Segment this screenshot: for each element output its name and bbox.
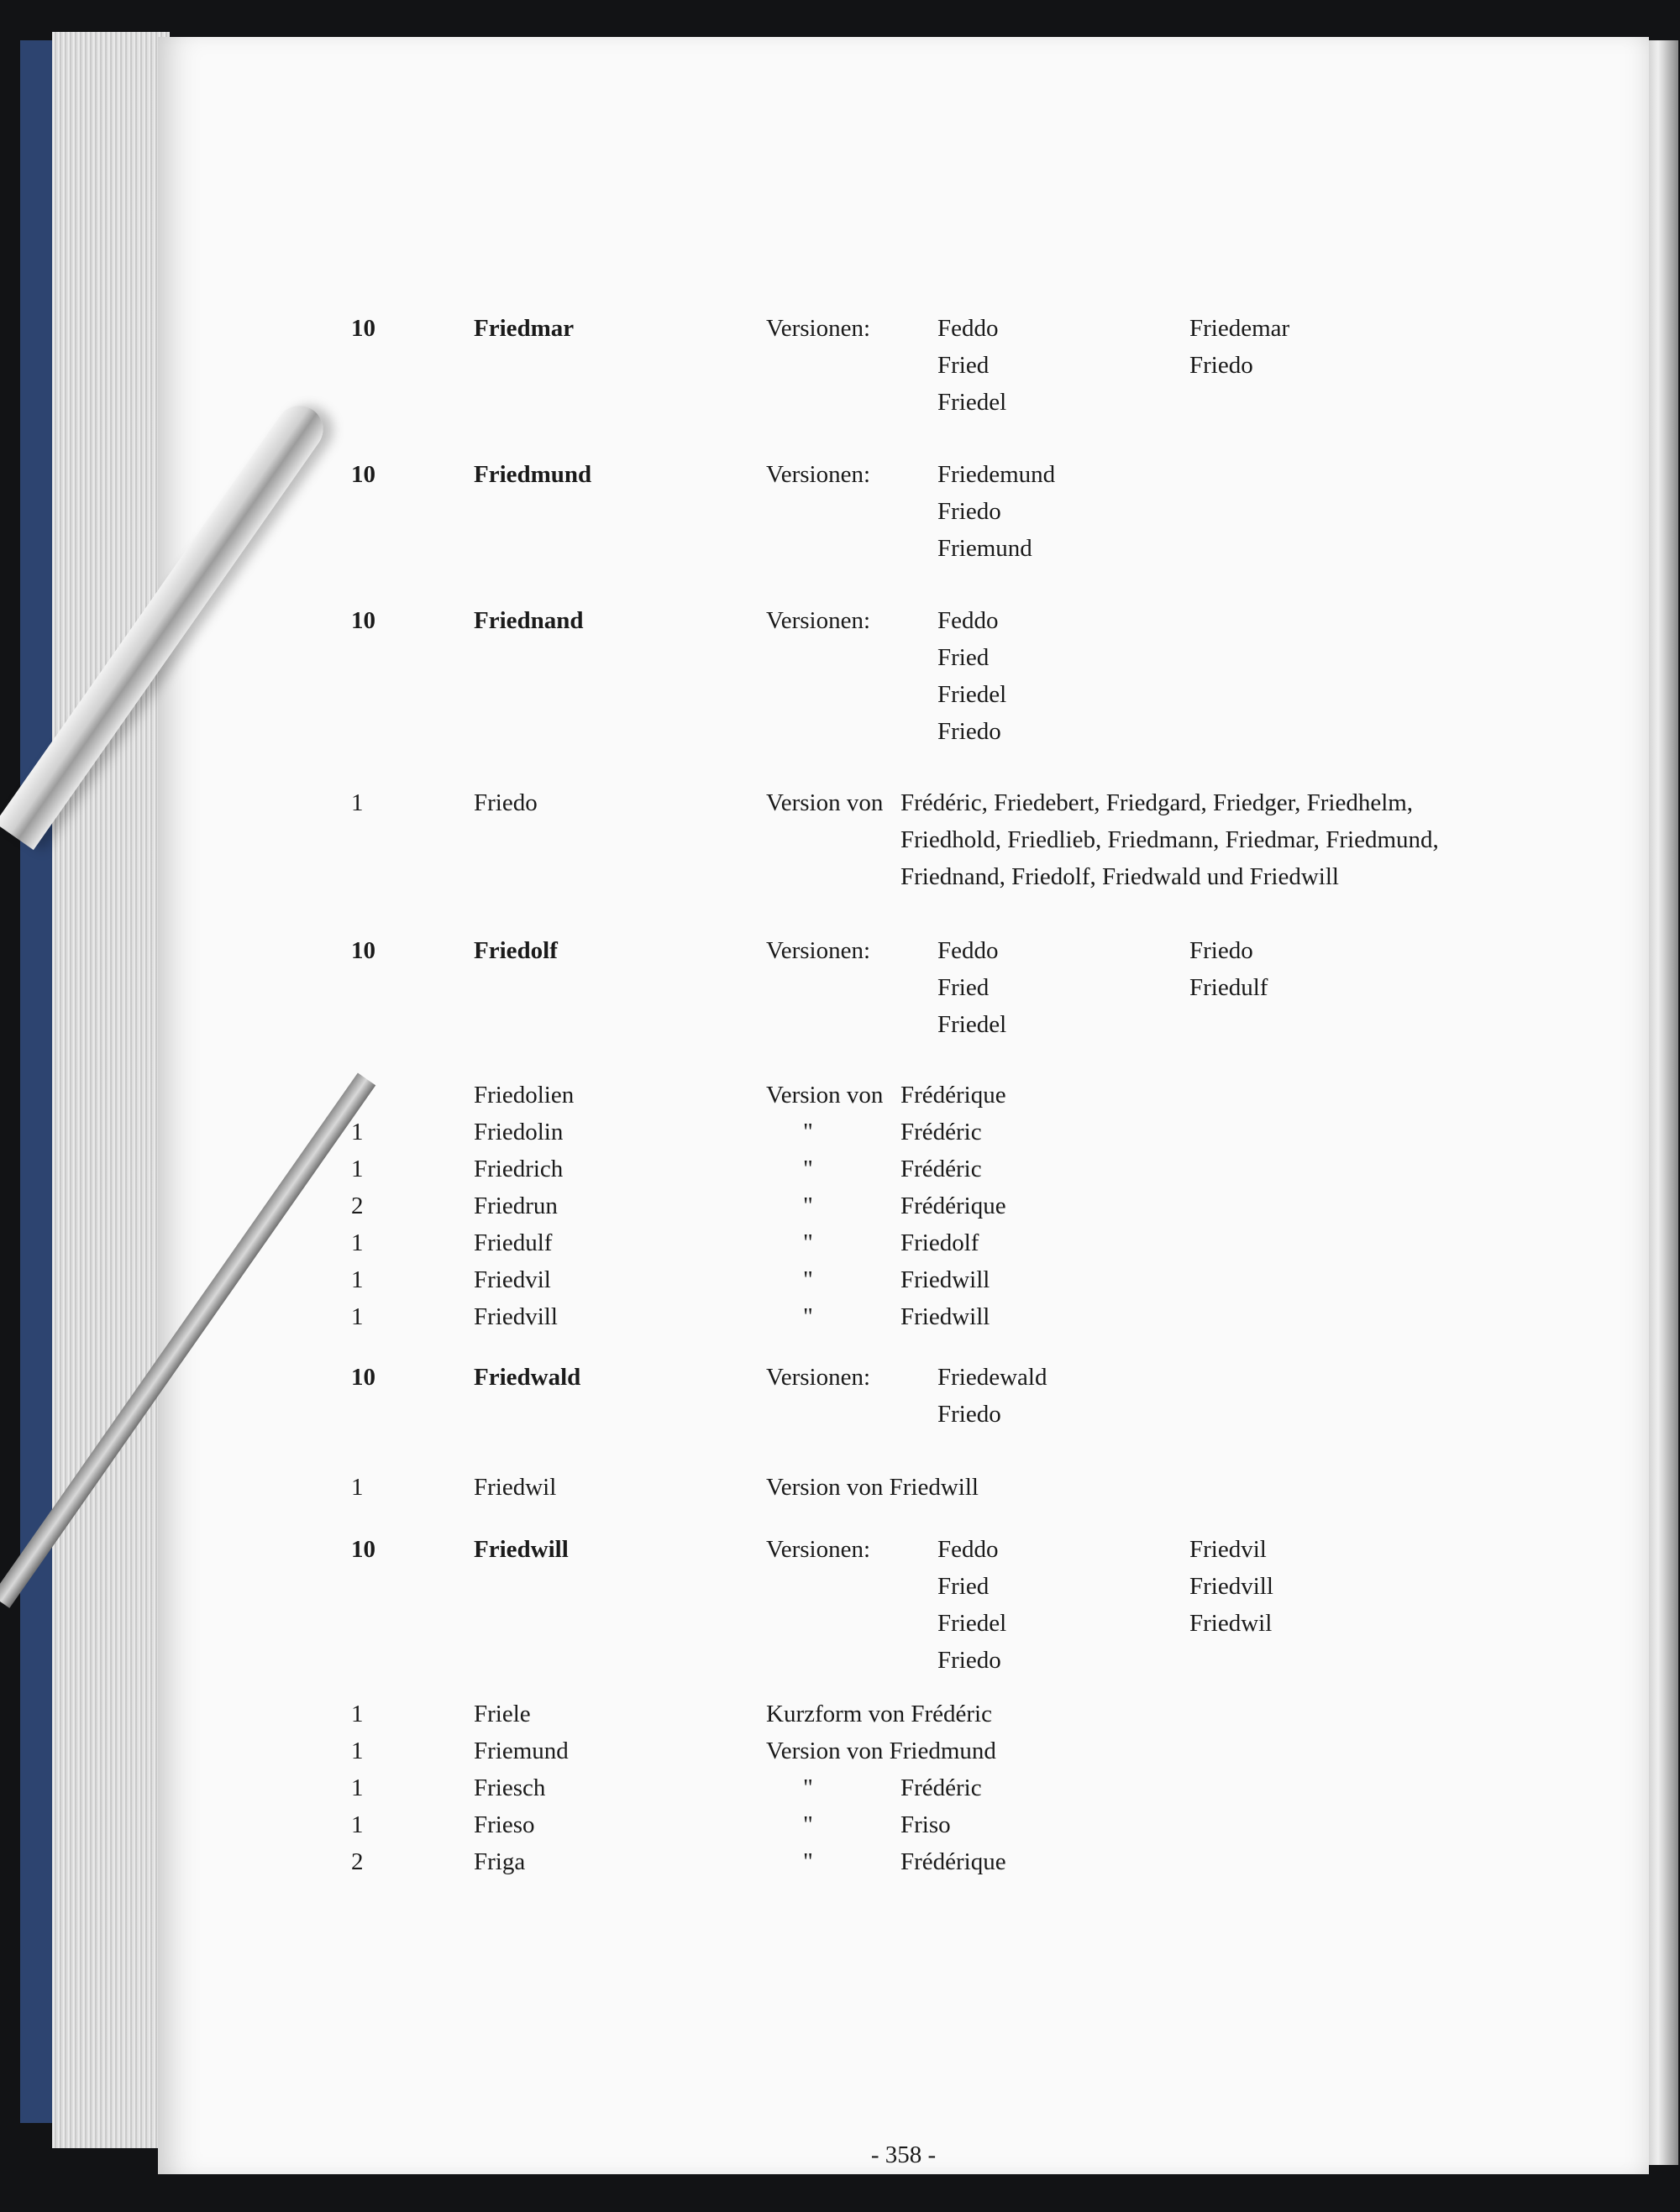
version-name: Fried bbox=[937, 644, 990, 671]
entry-name: Friedwald bbox=[474, 1364, 581, 1391]
version-name: Friedvill bbox=[1189, 1573, 1273, 1600]
entry-name: Friedo bbox=[474, 789, 538, 816]
entry-count: 1 bbox=[351, 1229, 364, 1256]
entry-reference: Frédéric bbox=[900, 1156, 982, 1182]
entry-name: Friesch bbox=[474, 1774, 546, 1801]
version-name: Friedo bbox=[937, 498, 1001, 525]
entry-count: 1 bbox=[351, 1156, 364, 1182]
book-page bbox=[158, 37, 1649, 2174]
entry-count: 1 bbox=[351, 1474, 364, 1501]
entry-label: Version von bbox=[766, 789, 884, 816]
version-name: Fried bbox=[937, 974, 990, 1001]
version-name: Friedo bbox=[1189, 937, 1253, 964]
version-name: Friedemar bbox=[1189, 315, 1290, 342]
entry-label: Kurzform von Frédéric bbox=[766, 1701, 992, 1727]
entry-count: 10 bbox=[351, 1536, 375, 1563]
version-name: Friedel bbox=[937, 681, 1007, 708]
entry-name: Friedwil bbox=[474, 1474, 557, 1501]
entry-name: Friedrich bbox=[474, 1156, 564, 1182]
version-name: Friedel bbox=[937, 1011, 1007, 1038]
entry-label: Versionen: bbox=[766, 1536, 871, 1563]
entry-count: 10 bbox=[351, 937, 375, 964]
entry-count: 1 bbox=[351, 1701, 364, 1727]
entry-label: Versionen: bbox=[766, 607, 871, 634]
entry-count: 10 bbox=[351, 461, 375, 488]
version-name: Friedo bbox=[937, 1401, 1001, 1428]
entry-count: 1 bbox=[351, 1738, 364, 1764]
entry-name: Friedulf bbox=[474, 1229, 553, 1256]
version-name: Feddo bbox=[937, 1536, 999, 1563]
page-number: - 358 - bbox=[870, 2141, 937, 2168]
entry-name: Friedolin bbox=[474, 1119, 564, 1145]
entry-count: 1 bbox=[351, 1811, 364, 1838]
entry-reference: Friedolf bbox=[900, 1229, 979, 1256]
entry-reference-line: Frédéric, Friedebert, Friedgard, Friedger, Friedhelm, bbox=[900, 789, 1414, 816]
entry-name: Friemund bbox=[474, 1738, 569, 1764]
entry-count: 2 bbox=[351, 1192, 364, 1219]
name-list bbox=[158, 37, 1649, 2174]
entry-count: 2 bbox=[351, 1848, 364, 1875]
entry-count: 10 bbox=[351, 607, 375, 634]
entry-reference: Frédéric bbox=[900, 1119, 982, 1145]
entry-reference-line: Friedhold, Friedlieb, Friedmann, Friedmar, Friedmund, bbox=[900, 826, 1439, 853]
ditto-mark: " bbox=[803, 1266, 813, 1293]
version-name: Friedwil bbox=[1189, 1610, 1273, 1637]
version-name: Fried bbox=[937, 352, 990, 379]
page-edges bbox=[52, 32, 170, 2148]
ditto-mark: " bbox=[803, 1229, 813, 1256]
version-name: Friedvil bbox=[1189, 1536, 1267, 1563]
entry-name: Friga bbox=[474, 1848, 526, 1875]
version-name: Feddo bbox=[937, 937, 999, 964]
version-name: Fried bbox=[937, 1573, 990, 1600]
version-name: Friedemund bbox=[937, 461, 1056, 488]
entry-reference: Frédérique bbox=[900, 1192, 1006, 1219]
right-page-edge bbox=[1645, 40, 1678, 2165]
entry-reference: Friedwill bbox=[900, 1303, 990, 1330]
entry-label: Versionen: bbox=[766, 461, 871, 488]
version-name: Friemund bbox=[937, 535, 1032, 562]
entry-label: Versionen: bbox=[766, 315, 871, 342]
version-name: Friedewald bbox=[937, 1364, 1047, 1391]
entry-label: Version von bbox=[766, 1082, 884, 1109]
entry-reference: Frédéric bbox=[900, 1774, 982, 1801]
version-name: Feddo bbox=[937, 607, 999, 634]
entry-count: 10 bbox=[351, 1364, 375, 1391]
version-name: Friedel bbox=[937, 389, 1007, 416]
ditto-mark: " bbox=[803, 1811, 813, 1838]
ditto-mark: " bbox=[803, 1774, 813, 1801]
entry-name: Friedwill bbox=[474, 1536, 569, 1563]
ditto-mark: " bbox=[803, 1303, 813, 1330]
entry-count: 1 bbox=[351, 1266, 364, 1293]
entry-count: 10 bbox=[351, 315, 375, 342]
entry-label: Versionen: bbox=[766, 1364, 871, 1391]
entry-name: Friedmund bbox=[474, 461, 592, 488]
version-name: Friedo bbox=[937, 1647, 1001, 1674]
entry-count: 1 bbox=[351, 1774, 364, 1801]
ditto-mark: " bbox=[803, 1119, 813, 1145]
entry-name: Friedolien bbox=[474, 1082, 575, 1109]
entry-reference: Frédérique bbox=[900, 1848, 1006, 1875]
entry-name: Friedvil bbox=[474, 1266, 551, 1293]
version-name: Feddo bbox=[937, 315, 999, 342]
entry-reference: Friso bbox=[900, 1811, 951, 1838]
entry-name: Friedvill bbox=[474, 1303, 558, 1330]
version-name: Friedulf bbox=[1189, 974, 1268, 1001]
entry-name: Friedrun bbox=[474, 1192, 558, 1219]
entry-reference-line: Friednand, Friedolf, Friedwald und Friedwill bbox=[900, 863, 1339, 890]
entry-name: Friednand bbox=[474, 607, 584, 634]
entry-count: 1 bbox=[351, 789, 364, 816]
version-name: Friedel bbox=[937, 1610, 1007, 1637]
entry-reference: Friedwill bbox=[900, 1266, 990, 1293]
entry-reference: Frédérique bbox=[900, 1082, 1006, 1109]
entry-name: Friedolf bbox=[474, 937, 558, 964]
entry-label: Version von Friedwill bbox=[766, 1474, 979, 1501]
ditto-mark: " bbox=[803, 1848, 813, 1875]
entry-name: Friedmar bbox=[474, 315, 575, 342]
version-name: Friedo bbox=[1189, 352, 1253, 379]
entry-label: Versionen: bbox=[766, 937, 871, 964]
entry-name: Frieso bbox=[474, 1811, 535, 1838]
entry-count: 1 bbox=[351, 1303, 364, 1330]
entry-count: 1 bbox=[351, 1119, 364, 1145]
ditto-mark: " bbox=[803, 1156, 813, 1182]
entry-label: Version von Friedmund bbox=[766, 1738, 996, 1764]
ditto-mark: " bbox=[803, 1192, 813, 1219]
entry-name: Friele bbox=[474, 1701, 531, 1727]
version-name: Friedo bbox=[937, 718, 1001, 745]
